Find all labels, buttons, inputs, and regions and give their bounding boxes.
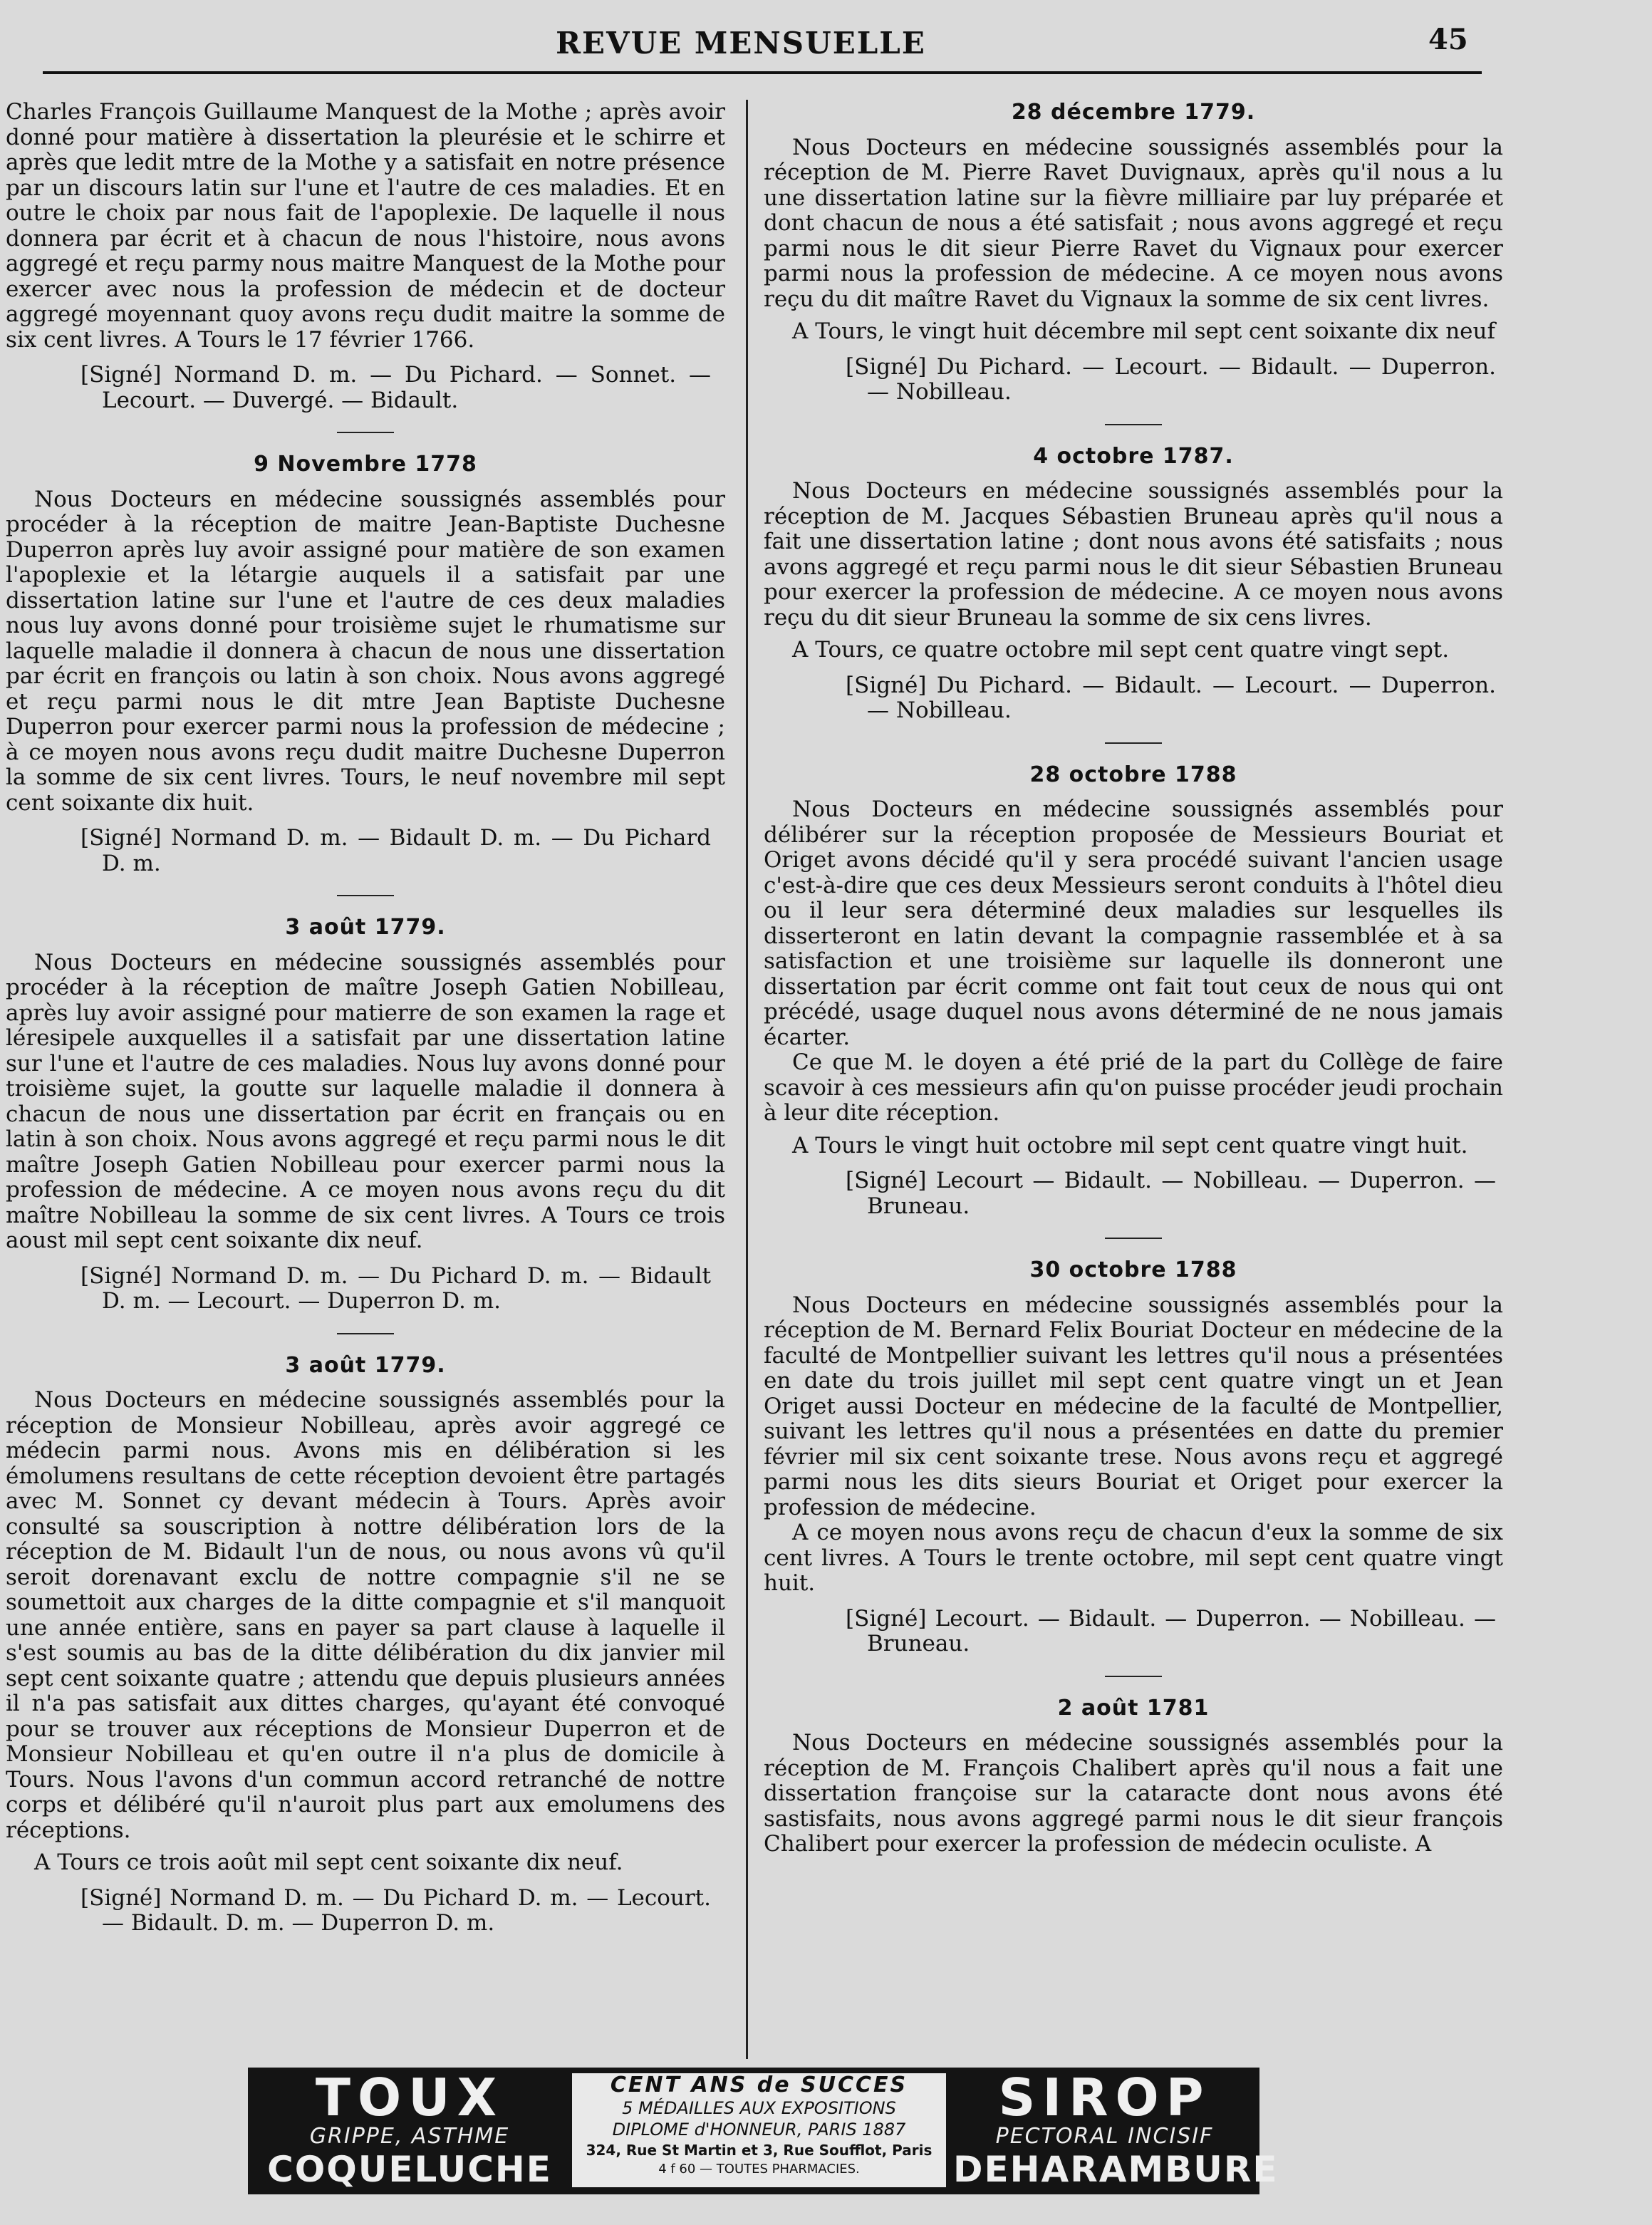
right-column — [764, 100, 1503, 1857]
paragraph: Nous Docteurs en médecine soussignés assemblés pour la réception de Monsieur Nobilleau, après avoir aggregé ce médecin parmi nous. Avons mis en délibération si les émolumens resultans de cette réception devoient être partagés avec M. Sonnet cy devant médecin à Tours. Après avoir consulté sa souscription à nottre délibération lors de la réception de M. Bidault l'un de nous, ou nous avons vû qu'il seroit dorenavant exclu de nottre compagnie s'il ne se soumettoit aux charges de la ditte compagnie et s'il manquoit une année entière, sans en payer sa part clause à laquelle il s'est soumis au bas de la ditte délibération du dix janvier mil sept cent soixante quatre ; attendu que depuis plusieurs années il n'a pas satisfait aux dittes charges, qu'ayant été convoqué pour se trouver aux réceptions de Monsieur Duperron et de Monsieur Nobilleau et qu'en outre il n'a plus de domicile à Tours. Nous l'avons d'un commun accord retranché de nottre corps et délibéré qu'il n'auroit plus part aux emolumens des réceptions. — [6, 1387, 725, 1843]
signature-line: [Signé] Normand D. m. — Bidault D. m. — Du Pichard D. m. — [80, 825, 711, 876]
ad-brand: DEHARAMBURE — [953, 2149, 1279, 2190]
separator — [1105, 1238, 1162, 1239]
advertisement-center-panel — [572, 2073, 946, 2187]
ad-subline: GRIPPE, ASTHME — [309, 2124, 510, 2149]
paragraph: Nous Docteurs en médecine soussignés assemblés pour délibérer sur la réception proposée de Messieurs Bouriat et Origet avons décidé qu'il y sera procédé suivant l'ancien usage c'est-à-dire que ces deux Messieurs seront conduits à l'hôtel dieu ou il leur sera déterminé deux maladies sur lesquelles ils disserteront en latin devant la compagnie rassemblée et à sa satisfaction et une troisième sur laquelle ils donneront une dissertation par écrit comme ont fait tout ceux de nous qui ont précédé, usage duquel nous avons déterminé de ne nous jamais écarter. — [764, 797, 1503, 1050]
signature-line: [Signé] Normand D. m. — Du Pichard D. m. — Lecourt. — Bidault. D. m. — Duperron D. m. — [80, 1884, 711, 1936]
entry-date: 9 Novembre 1778 — [254, 452, 477, 477]
paragraph: Ce que M. le doyen a été prié de la part du Collège de faire scavoir à ces messieurs afin qu'on puisse procéder jeudi prochain à leur dite réception. — [764, 1049, 1503, 1126]
ad-line: CENT ANS de SUCCES — [610, 2073, 908, 2097]
signature-line: [Signé] Du Pichard. — Lecourt. — Bidault. — Duperron. — Nobilleau. — [846, 353, 1496, 405]
ad-subline: PECTORAL INCISIF — [995, 2124, 1214, 2149]
signature-line: [Signé] Normand D. m. — Du Pichard. — Sonnet. — Lecourt. — Duvergé. — Bidault. — [80, 362, 711, 413]
entry-date: 30 octobre 1788 — [1029, 1257, 1237, 1282]
ad-product: COQUELUCHE — [267, 2149, 552, 2190]
separator — [1105, 742, 1162, 744]
ad-price: 4 f 60 — TOUTES PHARMACIES. — [658, 2162, 860, 2177]
separator — [337, 895, 394, 896]
advertisement-left-panel — [256, 2070, 563, 2192]
closing-line: A Tours, le vingt huit décembre mil sept cent soixante dix neuf — [792, 318, 1495, 344]
separator — [1105, 1676, 1162, 1677]
closing-line: A Tours le vingt huit octobre mil sept cent quatre vingt huit. — [792, 1132, 1468, 1158]
paragraph: Nous Docteurs en médecine soussignés assemblés pour la réception de M. Bernard Felix Bouriat Docteur en médecine de la faculté de Montpellier suivant les lettres qu'il nous a présentées en date du trois juillet mil sept cent quatre vingt un et Jean Origet aussi Docteur en médecine de la faculté de Montpellier, suivant les lettres qu'il nous a présentées en datte du premier février mil six cent soixante trese. Nous avons reçu et aggregé parmi nous les dits sieurs Bouriat et Origet pour exercer la profession de médecine. — [764, 1292, 1503, 1520]
entry-date: 28 octobre 1788 — [1029, 762, 1237, 787]
separator — [337, 1333, 394, 1334]
paragraph: Nous Docteurs en médecine soussignés assemblés pour procéder à la réception de maitre Jean-Baptiste Duchesne Duperron après luy avoir assigné pour matière de son examen l'apoplexie et la létargie auquels il a satisfait par une dissertation latine sur l'une et l'autre de ces deux maladies nous luy avons donné pour troisième sujet le rhumatisme sur laquelle maladie il donnera à chacun de nous une dissertation par écrit en françois ou latin à son choix. Nous avons aggregé et reçu parmi nous le dit mtre Jean Baptiste Duchesne Duperron pour exercer parmi nous la profession de médecine ; à ce moyen nous avons reçu dudit maitre Duchesne Duperron la somme de six cent livres. Tours, le neuf novembre mil sept cent soixante dix huit. — [6, 486, 725, 816]
ad-headline: TOUX — [315, 2068, 504, 2127]
column-divider — [746, 100, 748, 2059]
entry-date: 4 octobre 1787. — [1033, 443, 1234, 469]
left-column — [6, 100, 725, 1936]
paragraph: Nous Docteurs en médecine soussignés assemblés pour la réception de M. François Chalibert après qu'il nous a fait une dissertation françoise sur la cataracte dont nous avons été sastisfaits, nous avons aggregé parmi nous le dit sieur françois Chalibert pour exercer la profession de médecin oculiste. A — [764, 1730, 1503, 1857]
entry-date: 28 décembre 1779. — [1011, 100, 1256, 125]
paragraph: Nous Docteurs en médecine soussignés assemblés pour la réception de M. Pierre Ravet Duvignaux, après qu'il nous a lu une dissertation latine sur la fièvre milliaire par luy préparée et dont chacun de nous a été satisfait ; nous avons aggregé et reçu parmi nous le dit sieur Pierre Ravet du Vignaux pour exercer parmi nous la profession de médecine. A ce moyen nous avons reçu du dit maître Ravet du Vignaux la somme de six cent livres. — [764, 134, 1503, 312]
entry-date: 3 août 1779. — [285, 1352, 446, 1378]
paragraph: Nous Docteurs en médecine soussignés assemblés pour la réception de M. Jacques Sébastien Bruneau après qu'il nous a fait une dissertation latine ; dont nous avons été satisfaits ; nous avons aggregé et reçu parmi nous le dit sieur Sébastien Bruneau pour exercer la profession de médecine. A ce moyen nous avons reçu du dit sieur Bruneau la somme de six cens livres. — [764, 478, 1503, 631]
signature-line: [Signé] Normand D. m. — Du Pichard D. m. — Bidault D. m. — Lecourt. — Duperron D. m. — [80, 1262, 711, 1314]
advertisement-right-panel — [953, 2068, 1279, 2192]
paragraph: A ce moyen nous avons reçu de chacun d'eux la somme de six cent livres. A Tours le trente octobre, mil sept cent quatre vingt huit. — [764, 1520, 1503, 1596]
ad-line: DIPLOME d'HONNEUR, PARIS 1887 — [612, 2120, 906, 2140]
separator — [337, 432, 394, 433]
header-rule — [43, 71, 1482, 74]
page-number: 45 — [1428, 23, 1468, 56]
closing-line: A Tours, ce quatre octobre mil sept cent quatre vingt sept. — [792, 637, 1450, 663]
ad-line: 5 MÉDAILLES AUX EXPOSITIONS — [622, 2098, 896, 2118]
ad-headline: SIROP — [998, 2068, 1211, 2127]
entry-date: 3 août 1779. — [285, 915, 446, 940]
ad-address: 324, Rue St Martin et 3, Rue Soufflot, Paris — [586, 2142, 933, 2159]
advertisement — [248, 2068, 1279, 2194]
paragraph: Nous Docteurs en médecine soussignés assemblés pour procéder à la réception de maître Joseph Gatien Nobilleau, après luy avoir assigné pour matierre de son examen la rage et léresipele auxquelles il a satisfait par une dissertation latine sur l'une et l'autre de ces maladies. Nous luy avons donné pour troisième sujet, la goutte sur laquelle maladie il donnera à chacun de nous une dissertation par écrit en français ou en latin à son choix. Nous avons aggregé et reçu parmi nous le dit maître Joseph Gatien Nobilleau pour exercer parmi nous la profession de médecine. A ce moyen nous avons reçu du dit maître Nobilleau la somme de six cent livres. A Tours ce trois aoust mil sept cent soixante dix neuf. — [6, 949, 725, 1253]
separator — [1105, 424, 1162, 425]
signature-line: [Signé] Lecourt. — Bidault. — Duperron. — Nobilleau. — Bruneau. — [846, 1605, 1496, 1656]
signature-line: [Signé] Lecourt — Bidault. — Nobilleau. — Duperron. — Bruneau. — [846, 1168, 1496, 1219]
signature-line: [Signé] Du Pichard. — Bidault. — Lecourt. — Duperron. — Nobilleau. — [846, 672, 1496, 723]
paragraph: Charles François Guillaume Manquest de la Mothe ; après avoir donné pour matière à dissertation la pleurésie et le schirre et après que ledit mtre de la Mothe y a satisfait en notre présence par un discours latin sur l'une et l'autre de ces maladies. Et en outre le choix par nous fait de l'apoplexie. De laquelle il nous donnera par écrit et à chacun de nous l'histoire, nous avons aggregé et reçu parmy nous maitre Manquest de la Mothe pour exercer avec nous la profession de médecin et de docteur aggregé moyennant quoy avons reçu dudit maitre la somme de six cent livres. A Tours le 17 février 1766. — [6, 99, 725, 353]
entry-date: 2 août 1781 — [1057, 1695, 1210, 1721]
running-title: REVUE MENSUELLE — [556, 26, 926, 61]
closing-line: A Tours ce trois août mil sept cent soixante dix neuf. — [34, 1850, 623, 1875]
